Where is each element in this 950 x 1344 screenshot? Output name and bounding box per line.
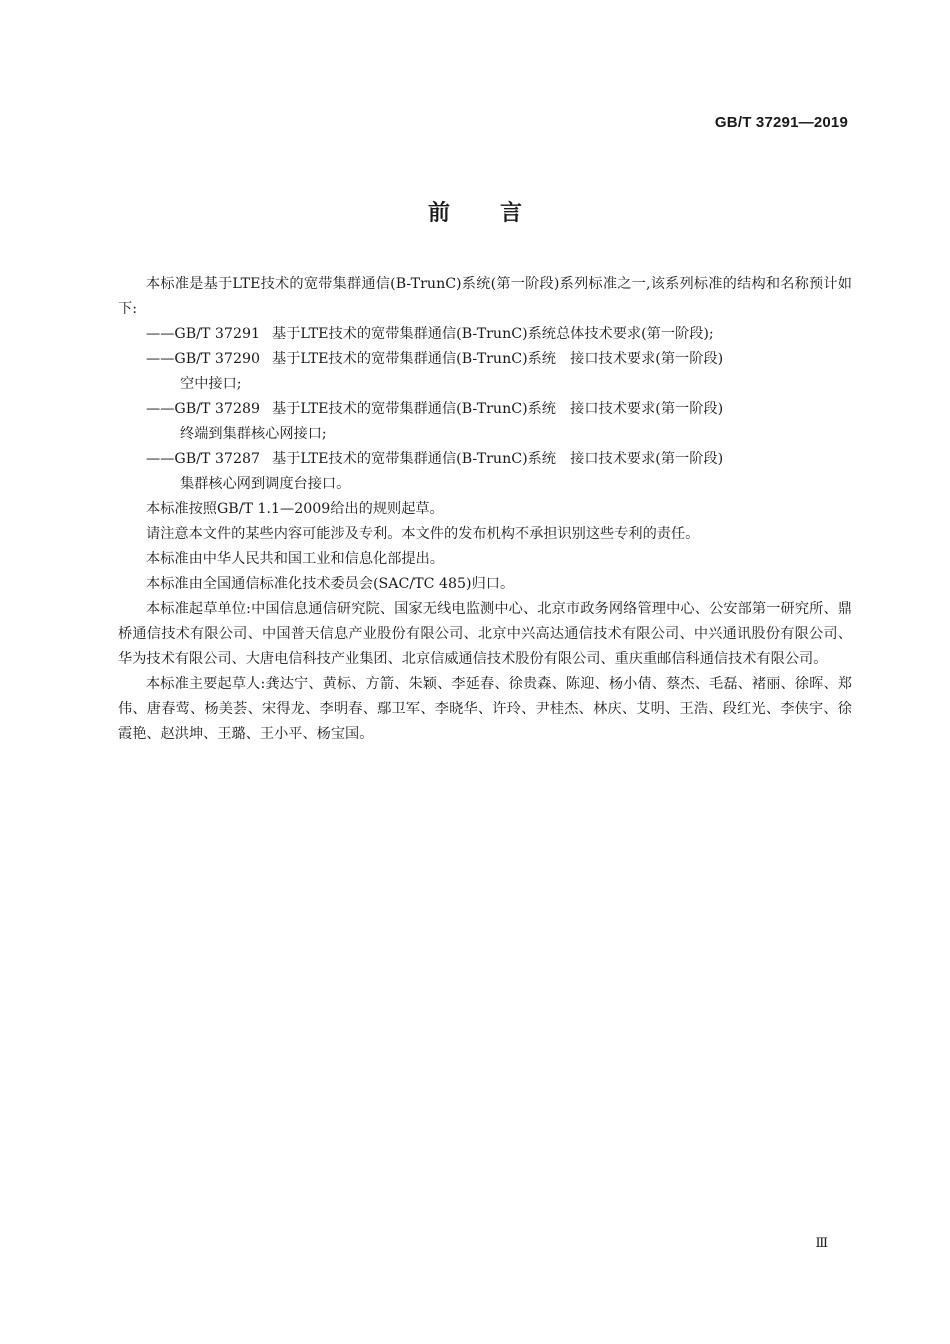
foreword-body xyxy=(118,272,852,747)
standard-title: 基于LTE技术的宽带集群通信(B-TrunC)系统 接口技术要求(第一阶段) xyxy=(272,451,724,467)
page-number: Ⅲ xyxy=(815,1236,828,1251)
patent-notice-paragraph: 请注意本文件的某些内容可能涉及专利。本文件的发布机构不承担识别这些专利的责任。 xyxy=(146,526,700,542)
intro-paragraph: 本标准是基于LTE技术的宽带集群通信(B-TrunC)系统(第一阶段)系列标准之一,该系列标准的结构和名称预计如下: xyxy=(118,276,852,317)
standard-title-continuation: 空中接口; xyxy=(180,376,242,392)
standard-title: 基于LTE技术的宽带集群通信(B-TrunC)系统总体技术要求(第一阶段); xyxy=(272,326,714,342)
standard-list-item xyxy=(118,447,852,497)
standard-code: ——GB/T 37291 xyxy=(146,326,261,342)
standard-title: 基于LTE技术的宽带集群通信(B-TrunC)系统 接口技术要求(第一阶段) xyxy=(272,351,724,367)
page-title: 前言 xyxy=(427,201,572,226)
rules-paragraph: 本标准按照GB/T 1.1—2009给出的规则起草。 xyxy=(146,501,444,517)
drafting-units-paragraph: 本标准起草单位:中国信息通信研究院、国家无线电监测中心、北京市政务网络管理中心、公安部第一研究所、鼎桥通信技术有限公司、中国普天信息产业股份有限公司、北京中兴高达通信技术有限公司、中兴通讯股份有限公司、华为技术有限公司、大唐电信科技产业集团、北京信威通信技术股份有限公司、重庆重邮信科通信技术有限公司。 xyxy=(118,601,852,667)
standard-list-item xyxy=(118,397,852,447)
standard-title-continuation: 集群核心网到调度台接口。 xyxy=(180,476,351,492)
standard-title-continuation: 终端到集群核心网接口; xyxy=(180,426,327,442)
standard-list-item xyxy=(118,347,852,397)
centralized-by-paragraph: 本标准由全国通信标准化技术委员会(SAC/TC 485)归口。 xyxy=(146,576,515,592)
document-code: GB/T 37291—2019 xyxy=(714,114,848,131)
standard-title: 基于LTE技术的宽带集群通信(B-TrunC)系统 接口技术要求(第一阶段) xyxy=(272,401,724,417)
standard-code: ——GB/T 37290 xyxy=(146,351,261,367)
standard-list-item xyxy=(118,322,852,347)
proposed-by-paragraph: 本标准由中华人民共和国工业和信息化部提出。 xyxy=(146,551,444,567)
standard-code: ——GB/T 37287 xyxy=(146,451,261,467)
drafters-paragraph: 本标准主要起草人:龚达宁、黄标、方箭、朱颖、李延春、徐贵森、陈迎、杨小倩、蔡杰、毛磊、褚丽、徐晖、郑伟、唐春莺、杨美荟、宋得龙、李明春、鄢卫军、李晓华、许玲、尹桂杰、林庆、艾明、王浩、段红光、李侠宇、徐霞艳、赵洪坤、王璐、王小平、杨宝国。 xyxy=(118,676,852,742)
standard-code: ——GB/T 37289 xyxy=(146,401,261,417)
